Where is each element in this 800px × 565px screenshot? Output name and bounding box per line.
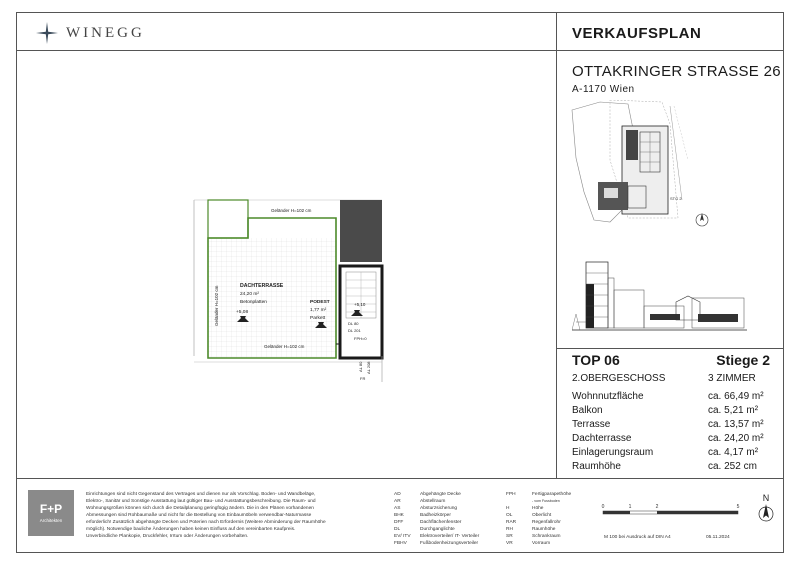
brand-logo (36, 22, 145, 44)
abbr-code: VR (506, 541, 513, 546)
railing-bottom-label: Geländer H=102 cm (264, 344, 305, 349)
abbr-row (506, 491, 571, 498)
area-row (572, 460, 772, 474)
railing-left-label: Geländer H=102 cm (214, 285, 219, 326)
terrace-area: 24,20 m² (240, 292, 259, 297)
abbr-text: Fertigparapethöhe (532, 492, 572, 497)
abbr-code: SR (506, 534, 513, 539)
brand-name: WINEGG (66, 24, 145, 41)
abbr-text: Abstellraum (420, 499, 446, 504)
abbr-row (506, 512, 571, 519)
abbreviations-col-1 (394, 491, 479, 547)
divider-footer (16, 478, 784, 479)
terrace-material: Betonplatten (240, 300, 267, 305)
divider-title (556, 348, 784, 349)
area-value: ca. 4,17 m² (708, 447, 759, 458)
scale-tick-0: 0 (601, 504, 605, 510)
abbr-row (394, 519, 479, 526)
abbr-code: BHK (394, 513, 404, 518)
street-address: OTTAKRINGER STRASSE 26 (572, 63, 781, 80)
north-arrow-icon (758, 492, 774, 526)
abbr-code: DFF (394, 520, 404, 525)
abbr-row (394, 533, 479, 540)
abbr-code: DL (394, 527, 401, 532)
abbr-text: Vorraum (532, 541, 551, 546)
abbr-code: FBHV (394, 541, 407, 546)
abbr-text: Absturzsicherung (420, 506, 458, 511)
al-label-2: AL 208 (366, 361, 371, 374)
divider-vertical (556, 12, 557, 478)
abbr-code: EV/ ITV (394, 534, 411, 539)
abbr-row (506, 505, 571, 512)
unit-top: TOP 06 (572, 352, 620, 368)
abbr-row (506, 540, 571, 547)
area-row (572, 446, 772, 460)
plan-date: 05.11.2024 (706, 535, 730, 540)
abbr-text: Oberlicht (532, 513, 552, 518)
area-name: Terrasse (572, 419, 611, 430)
unit-stiege: Stiege 2 (716, 352, 770, 368)
area-value: ca. 13,57 m² (708, 419, 764, 430)
abbr-text: - vom Fussboden (532, 499, 560, 503)
abbr-text: Fußbodenheizungsverteiler (420, 541, 479, 546)
landing-area: 1,77 m² (310, 308, 327, 313)
abbr-row (394, 491, 479, 498)
area-value: ca. 24,20 m² (708, 433, 764, 444)
area-row (572, 404, 772, 418)
stair-landing (340, 266, 382, 358)
abbr-code: RH (506, 527, 513, 532)
abbr-code: H (506, 506, 510, 511)
abbr-code: OL (506, 513, 513, 518)
abbr-text: Regenfallrohr (532, 520, 561, 525)
site-plan (570, 100, 755, 225)
fph-label: FPH=0 (354, 336, 367, 341)
area-table (572, 390, 772, 474)
abbr-code: AD (394, 492, 401, 497)
fr-label: FR (360, 376, 366, 381)
area-name: Dachterrasse (572, 433, 632, 444)
area-value: ca. 5,21 m² (708, 405, 759, 416)
abbr-row (394, 526, 479, 533)
abbr-code (506, 498, 532, 505)
star-compass-icon (36, 22, 58, 44)
door-dl2: DL 201 (348, 328, 361, 333)
abbr-row (506, 526, 571, 533)
stair-level: +5,10 (354, 302, 366, 307)
area-value: ca. 252 cm (708, 461, 757, 472)
scale-tick-5: 5 (736, 504, 740, 510)
scale-note: M 100 bei Ausdruck auf DIN A4 (604, 535, 671, 540)
unit-floor: 2.OBERGESCHOSS (572, 373, 666, 384)
landing-material: Parkett (310, 316, 326, 321)
abbr-row (394, 505, 479, 512)
terrace-name: DACHTERRASSE (240, 283, 284, 289)
abbr-row (394, 512, 479, 519)
abbr-code: FPH (506, 492, 516, 497)
site-stair-label: STG 2 (670, 196, 682, 201)
area-name: Raumhöhe (572, 461, 621, 472)
scale-bar (598, 500, 748, 520)
area-row (572, 432, 772, 446)
abbr-text: Dachflächenfenster (420, 520, 462, 525)
al-label-1: AL 80 (358, 361, 363, 372)
area-name: Balkon (572, 405, 603, 416)
area-value: ca. 66,49 m² (708, 391, 764, 402)
divider-header (16, 50, 784, 51)
abbr-row (506, 498, 571, 505)
north-arrow-icon (694, 212, 710, 228)
unit-rooms: 3 ZIMMER (708, 373, 756, 384)
abbr-code: RAR (506, 520, 517, 525)
landing-name: PODEST (310, 300, 330, 305)
abbr-code: AR (394, 499, 401, 504)
architect-logo-sub: Architekten (39, 518, 63, 523)
abbr-text: Schrankraum (532, 534, 561, 539)
north-label: N (762, 493, 770, 503)
disclaimer-text: Einrichtungen sind nicht Gegenstand des Vertrages und dienen nur als Vorschlag. Boden- und Wandbeläge, Elektro-, Sanitär und Sonstige Ausstattung laut gültiger Bau- und Ausstattungsbeschreibung. Die Raum- und Wohnungsgrößen können sich durch die Detailplanung geringfügig ändern. Die in den Plänen vorhandenen Abmessungen sind Rohbaumaße und nicht für die Bestellung von Einbaumöbeln verwendbar-Naturmasse erforderlich! Zusätzlich abgehängte Decken und Poterien nach Erfordernis (Weitere Abminderung der Raumhöhe möglich). Notwendige bauliche Änderungen haben keinen Einfluss auf den vereinbarten Kaufpreis. Unverbindliche Plankopie, Druckfehler, Irrtum oder Änderungen vorbehalten. (86, 492, 326, 539)
scale-tick-1: 1 (628, 504, 632, 510)
area-row (572, 418, 772, 432)
railing-top-label: Geländer H=102 cm (271, 208, 312, 213)
door-dl1: DL 80 (348, 321, 359, 326)
abbr-row (394, 540, 479, 547)
building-section (572, 258, 747, 333)
scale-tick-2: 2 (655, 504, 659, 510)
green-roof (208, 200, 248, 238)
abbr-text: Badheizkörper (420, 513, 451, 518)
area-name: Wohnnutzfläche (572, 391, 644, 402)
document-title: VERKAUFSPLAN (572, 25, 702, 42)
terrace-level: +5,08 (236, 310, 249, 315)
area-row (572, 390, 772, 404)
abbr-row (506, 533, 571, 540)
abbreviations-col-2 (506, 491, 571, 547)
architect-logo-text: F+P (39, 502, 63, 516)
abbr-text: Abgehängte Decke (420, 492, 461, 497)
abbr-text: Elektroverteiler/ IT- Verteiler (420, 534, 480, 539)
abbr-row (394, 498, 479, 505)
abbr-code: AS (394, 506, 401, 511)
abbr-text: Raumhöhe (532, 527, 556, 532)
stair-core (340, 200, 382, 262)
roof-terrace (208, 238, 336, 358)
floor-plan (186, 196, 396, 386)
abbr-text: Durchganglichte (420, 527, 455, 532)
area-name: Einlagerungsraum (572, 447, 654, 458)
city-address: A-1170 Wien (572, 84, 635, 95)
abbr-text: Höhe (532, 506, 544, 511)
abbr-row (506, 519, 571, 526)
architect-logo (28, 490, 74, 536)
